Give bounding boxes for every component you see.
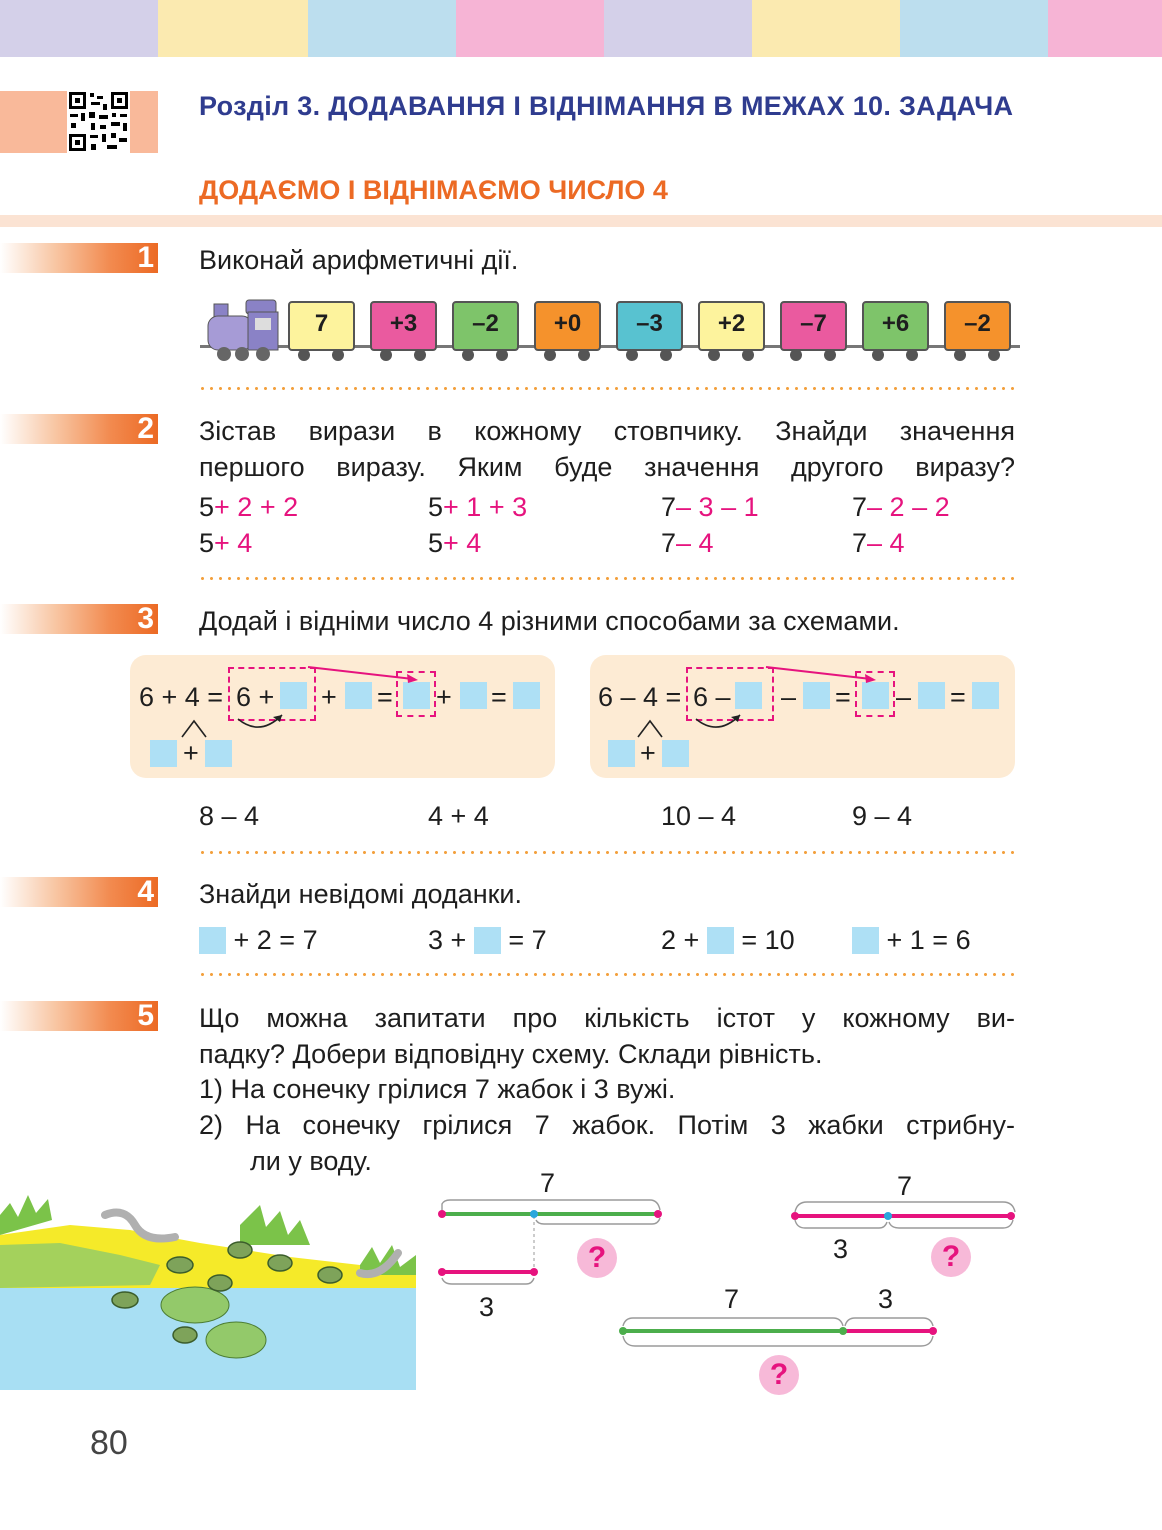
train-wagon: +3 [370,301,437,351]
wagon-wheel [626,349,638,361]
wagon-wheel [660,349,672,361]
wagon-wheel [906,349,918,361]
scheme-label: 7 [897,1171,913,1201]
question-mark-icon: ? [577,1238,617,1278]
task-1-tab [0,243,158,273]
scheme-label: 7 [540,1168,556,1198]
task-number: 2 [137,412,154,445]
operator: = [377,682,393,712]
task-number: 1 [137,241,154,274]
wagon-wheel [496,349,508,361]
train-wagon: +0 [534,301,601,351]
task-4-tab [0,877,158,907]
answer-box[interactable] [199,927,226,954]
wagon-wheel [544,349,556,361]
expression: 10 – 4 [661,801,737,831]
scheme-2 [785,1192,1025,1242]
wagon-wheel [790,349,802,361]
operator: + [640,738,656,768]
question-mark-icon: ? [931,1237,971,1277]
equation: 3 + = 7 [428,925,547,955]
qr-code-icon[interactable] [67,90,130,153]
task-5-item-2-line1: 2) На сонечку грілися 7 жабок. Потім 3 жабки стрибну- [199,1110,1015,1140]
header-stripe [0,0,158,57]
header-stripe [456,0,604,57]
expression: 7– 2 – 2 [852,492,950,522]
header-stripe [308,0,456,57]
scheme-label: 3 [833,1234,849,1264]
equation: + 2 = 7 [199,925,318,956]
task-4-text: Знайди невідомі доданки. [199,879,523,909]
header-stripe [604,0,752,57]
task-5-text-line2: падку? Добери відповідну схему. Склади рівність. [199,1039,823,1069]
divider-dots [198,973,1018,976]
header-stripe [900,0,1048,57]
task-number: 5 [137,999,154,1032]
expression: 5+ 1 + 3 [428,492,528,522]
operator: = [835,682,851,712]
scheme-1 [430,1190,670,1290]
question-mark-icon: ? [759,1355,799,1395]
expression: 7– 4 [852,528,905,558]
wagon-wheel [578,349,590,361]
task-number: 3 [137,602,154,635]
operator: = [491,682,507,712]
scheme-label: 3 [479,1292,495,1322]
task-2-text-line2: першого виразу. Яким буде значення другого виразу? [199,452,1015,482]
train-wagon: 7 [288,301,355,351]
task-2-tab [0,414,158,444]
scheme-start: 6 + 4 = [139,682,224,712]
train-wagon: –2 [944,301,1011,351]
page-number: 80 [90,1424,128,1462]
expression: 8 – 4 [199,801,260,831]
scheme-start: 6 – 4 = [598,682,682,712]
wagon-wheel [824,349,836,361]
equation: + 1 = 6 [852,925,971,956]
wagon-wheel [462,349,474,361]
expression: 7– 3 – 1 [661,492,759,522]
expression: 5+ 4 [199,528,253,558]
task-5-item-1: 1) На сонечку грілися 7 жабок і 3 вужі. [199,1074,676,1104]
expression: 7– 4 [661,528,714,558]
answer-box[interactable] [474,927,501,954]
expression: 5+ 2 + 2 [199,492,299,522]
task-3-tab [0,604,158,634]
lesson-title: ДОДАЄМО І ВІДНІМАЄМО ЧИСЛО 4 [199,175,668,205]
operator: + [321,682,337,712]
expression: 4 + 4 [428,801,489,831]
task-5-text-line1: Що можна запитати про кількість істот у кожному ви- [199,1003,1015,1033]
header-divider [0,215,1162,227]
operator: – [781,682,797,712]
expression: 5+ 4 [428,528,482,558]
operator: = [950,682,966,712]
locomotive-icon [198,298,288,369]
pond-illustration [0,1185,416,1395]
task-number: 4 [137,875,154,908]
wagon-wheel [954,349,966,361]
divider-dots [198,577,1018,580]
operator: – [896,682,912,712]
answer-box[interactable] [852,927,879,954]
train-wagon: –7 [780,301,847,351]
header-stripe [752,0,900,57]
task-5-tab [0,1001,158,1031]
wagon-wheel [708,349,720,361]
wagon-wheel [298,349,310,361]
divider-dots [198,387,1018,390]
scheme-3 [615,1306,945,1356]
operator: + [436,682,452,712]
chapter-title: Розділ 3. ДОДАВАННЯ І ВІДНІМАННЯ В МЕЖАХ 10. ЗАДАЧА [199,91,1014,121]
scheme-label: 3 [878,1284,894,1314]
train-wagon: +6 [862,301,929,351]
expression: 9 – 4 [852,801,913,831]
task-2-text-line1: Зістав вирази в кожному стовпчику. Знайди значення [199,416,1015,446]
header-stripe [1048,0,1162,57]
wagon-wheel [332,349,344,361]
wagon-wheel [742,349,754,361]
scheme-label: 7 [724,1284,740,1314]
scheme-arrows-add [130,655,555,778]
wagon-wheel [988,349,1000,361]
equation: 2 + = 10 [661,925,795,955]
task-3-text: Додай і відніми число 4 різними способами за схемами. [199,606,900,636]
wagon-wheel [380,349,392,361]
wagon-wheel [872,349,884,361]
wagon-wheel [414,349,426,361]
answer-box[interactable] [707,927,734,954]
scheme-inner: 6 – [693,682,731,712]
train-wagon: –2 [452,301,519,351]
scheme-inner: 6 + [236,682,275,712]
task-1-text: Виконай арифметичні дії. [199,245,519,275]
train-wagon: +2 [698,301,765,351]
operator: + [183,738,199,768]
scheme-arrows-subtract [590,655,1015,778]
divider-dots [198,851,1018,854]
task-5-item-2-line2: ли у воду. [250,1146,372,1176]
train-wagon: –3 [616,301,683,351]
header-stripe [158,0,308,57]
